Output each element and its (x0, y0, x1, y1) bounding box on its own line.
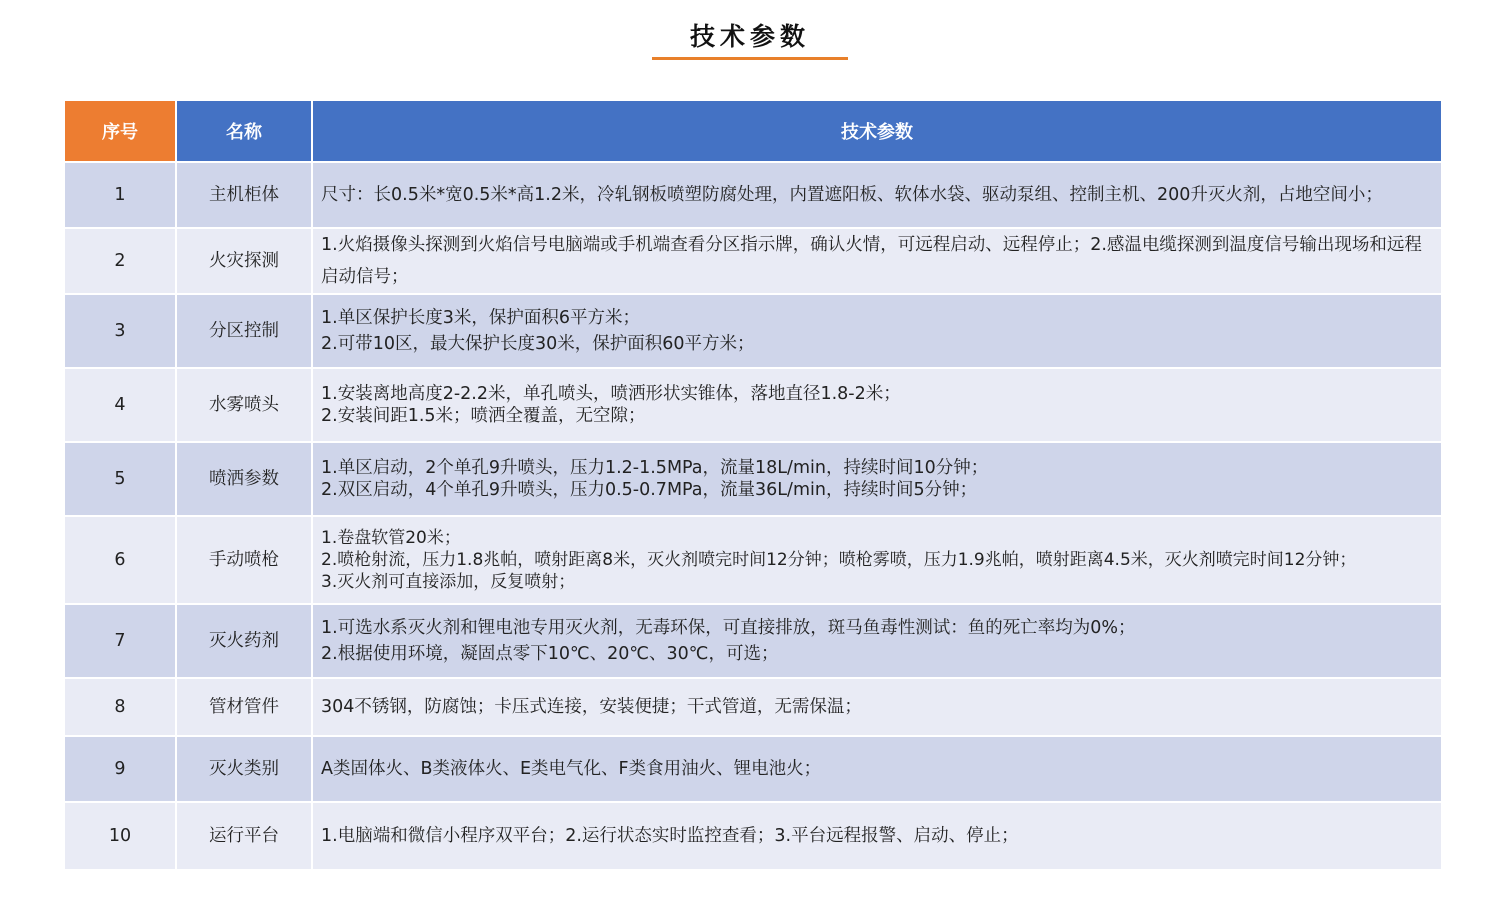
row-index: 4 (65, 369, 175, 441)
row-index: 10 (65, 803, 175, 869)
header-index: 序号 (65, 101, 175, 161)
table-row (65, 369, 1441, 441)
row-spec: 1.卷盘软管20米； 2.喷枪射流，压力1.8兆帕，喷射距离8米，灭火剂喷完时间12分钟；喷枪雾喷，压力1.9兆帕，喷射距离4.5米，灭火剂喷完时间12分钟； 3.灭火剂可直接添加，反复喷射； (313, 517, 1441, 603)
row-spec: A类固体火、B类液体火、E类电气化、F类食用油火、锂电池火； (313, 737, 1441, 801)
row-name: 运行平台 (177, 803, 311, 869)
row-index: 3 (65, 295, 175, 367)
row-spec: 1.电脑端和微信小程序双平台；2.运行状态实时监控查看；3.平台远程报警、启动、停止； (313, 803, 1441, 869)
header-name: 名称 (177, 101, 311, 161)
row-name: 火灾探测 (177, 229, 311, 293)
table-row (65, 295, 1441, 367)
row-index: 9 (65, 737, 175, 801)
table-row (65, 737, 1441, 801)
row-name: 水雾喷头 (177, 369, 311, 441)
row-spec: 1.安装离地高度2-2.2米，单孔喷头，喷洒形状实锥体，落地直径1.8-2米； 2.安装间距1.5米；喷洒全覆盖，无空隙； (313, 369, 1441, 441)
spec-table (63, 99, 1443, 871)
row-name: 手动喷枪 (177, 517, 311, 603)
row-spec: 1.可选水系灭火剂和锂电池专用灭火剂，无毒环保，可直接排放，斑马鱼毒性测试：鱼的死亡率均为0%； 2.根据使用环境，凝固点零下10℃、20℃、30℃，可选； (313, 605, 1441, 677)
row-name: 主机柜体 (177, 163, 311, 227)
table-row (65, 229, 1441, 293)
title-underline (652, 57, 848, 60)
table-row (65, 679, 1441, 735)
row-name: 分区控制 (177, 295, 311, 367)
header-spec: 技术参数 (313, 101, 1441, 161)
row-spec: 尺寸：长0.5米*宽0.5米*高1.2米，冷轧钢板喷塑防腐处理，内置遮阳板、软体水袋、驱动泵组、控制主机、200升灭火剂，占地空间小； (313, 163, 1441, 227)
row-spec: 1.火焰摄像头探测到火焰信号电脑端或手机端查看分区指示牌，确认火情，可远程启动、远程停止；2.感温电缆探测到温度信号输出现场和远程启动信号； (313, 229, 1441, 293)
row-spec: 1.单区保护长度3米，保护面积6平方米； 2.可带10区，最大保护长度30米，保护面积60平方米； (313, 295, 1441, 367)
table-header-row (65, 101, 1441, 161)
table-row (65, 803, 1441, 869)
row-name: 管材管件 (177, 679, 311, 735)
row-index: 5 (65, 443, 175, 515)
table-row (65, 163, 1441, 227)
row-index: 2 (65, 229, 175, 293)
row-name: 灭火类别 (177, 737, 311, 801)
page-title: 技术参数 (689, 22, 810, 51)
table-row (65, 517, 1441, 603)
table-row (65, 443, 1441, 515)
row-index: 7 (65, 605, 175, 677)
row-name: 喷洒参数 (177, 443, 311, 515)
row-index: 8 (65, 679, 175, 735)
row-index: 1 (65, 163, 175, 227)
row-name: 灭火药剂 (177, 605, 311, 677)
row-index: 6 (65, 517, 175, 603)
row-spec: 304不锈钢，防腐蚀；卡压式连接，安装便捷；干式管道，无需保温； (313, 679, 1441, 735)
table-row (65, 605, 1441, 677)
row-spec: 1.单区启动，2个单孔9升喷头，压力1.2-1.5MPa，流量18L/min，持续时间10分钟； 2.双区启动，4个单孔9升喷头，压力0.5-0.7MPa，流量36L/min，持续时间5分钟； (313, 443, 1441, 515)
